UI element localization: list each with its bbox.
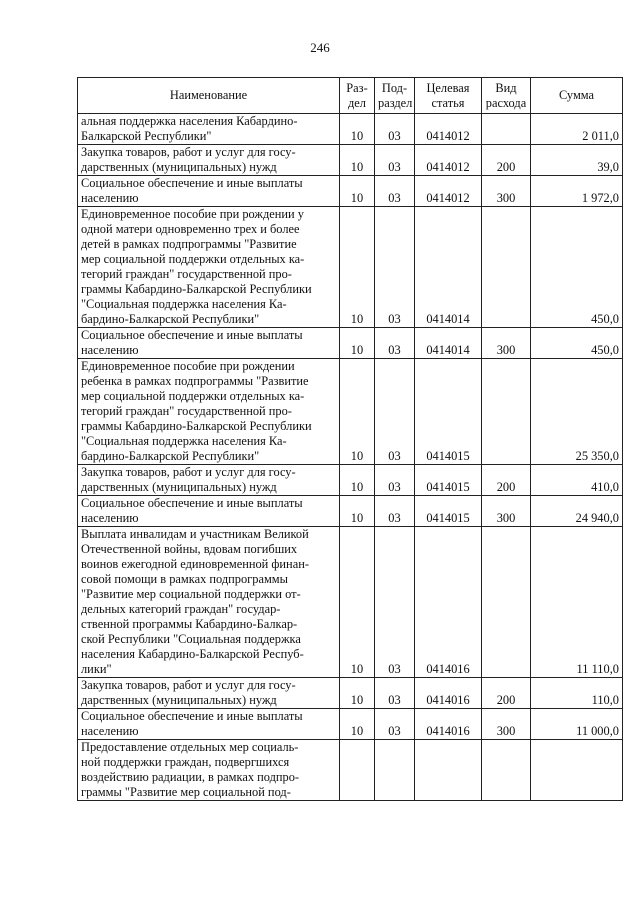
header-section-line1: Раз- [346,80,368,95]
table-row [78,176,623,207]
row-section: 10 [340,328,375,359]
table-row [78,114,623,145]
row-name [78,709,340,740]
row-target-article: 0414014 [415,207,482,328]
row-expense-type: 300 [482,709,531,740]
row-name-line: Социальное обеспечение и иные выплаты [81,709,303,723]
row-sum: 450,0 [531,207,623,328]
header-target-article [415,78,482,114]
header-section [340,78,375,114]
row-subsection [375,740,415,801]
row-subsection: 03 [375,328,415,359]
row-name-line: бардино-Балкарской Республики" [81,312,260,326]
row-name-line: Предоставление отдельных мер социаль- [81,740,299,754]
row-name-line: ской Республики "Социальная поддержка [81,632,301,646]
row-target-article: 0414015 [415,496,482,527]
row-subsection: 03 [375,145,415,176]
row-name [78,207,340,328]
row-expense-type [482,207,531,328]
row-sum: 25 350,0 [531,359,623,465]
row-expense-type: 300 [482,496,531,527]
table-row [78,740,623,801]
row-subsection: 03 [375,465,415,496]
row-name-line: "Социальная поддержка населения Ка- [81,297,287,311]
row-sum: 110,0 [531,678,623,709]
header-subsection-line2: раздел [378,95,413,110]
row-name [78,740,340,801]
row-expense-type [482,527,531,678]
row-name-line: Социальное обеспечение и иные выплаты [81,496,303,510]
row-name-line: граммы Кабардино-Балкарской Республики [81,282,312,296]
row-name [78,465,340,496]
row-name-line: Единовременное пособие при рождении [81,359,295,373]
row-name-line: ственной программы Кабардино-Балкар- [81,617,298,631]
row-subsection: 03 [375,207,415,328]
row-expense-type: 300 [482,328,531,359]
row-name-line: тегорий граждан" государственной про- [81,404,292,418]
row-sum: 11 000,0 [531,709,623,740]
row-subsection: 03 [375,496,415,527]
row-section: 10 [340,527,375,678]
row-sum: 450,0 [531,328,623,359]
row-name-line: населению [81,724,139,738]
header-target-line1: Целевая [426,80,470,95]
row-section [340,740,375,801]
row-name-line: тегорий граждан" государственной про- [81,267,292,281]
row-name-line: населению [81,511,139,525]
row-name-line: ребенка в рамках подпрограммы "Развитие [81,374,309,388]
row-name-line: населению [81,191,139,205]
row-name-line: Закупка товаров, работ и услуг для госу- [81,678,296,692]
row-sum: 1 972,0 [531,176,623,207]
table-row [78,145,623,176]
row-name [78,328,340,359]
row-name-line: дарственных (муниципальных) нужд [81,480,277,494]
row-name-line: бардино-Балкарской Республики" [81,449,260,463]
row-name [78,527,340,678]
table-row [78,678,623,709]
budget-table [77,77,623,801]
row-target-article: 0414016 [415,678,482,709]
row-name-line: воинов ежегодной единовременной финан- [81,557,309,571]
row-name [78,496,340,527]
row-sum: 24 940,0 [531,496,623,527]
row-target-article: 0414014 [415,328,482,359]
row-name-line: совой помощи в рамках подпрограммы [81,572,288,586]
row-section: 10 [340,678,375,709]
row-name-line: дарственных (муниципальных) нужд [81,160,277,174]
row-name-line: Выплата инвалидам и участникам Великой [81,527,309,541]
row-section: 10 [340,207,375,328]
row-name-line: одной матери одновременно трех и более [81,222,300,236]
row-section: 10 [340,496,375,527]
header-subsection-line1: Под- [381,80,408,95]
row-target-article: 0414012 [415,176,482,207]
row-expense-type [482,114,531,145]
header-subsection [375,78,415,114]
table-row [78,465,623,496]
table-row [78,328,623,359]
header-type-line2: расхода [485,95,527,110]
row-expense-type [482,359,531,465]
row-name-line: Социальное обеспечение и иные выплаты [81,328,303,342]
row-name-line: Социальное обеспечение и иные выплаты [81,176,303,190]
row-subsection: 03 [375,176,415,207]
row-name-line: населению [81,343,139,357]
row-sum: 2 011,0 [531,114,623,145]
row-target-article: 0414016 [415,709,482,740]
row-name [78,145,340,176]
row-section: 10 [340,709,375,740]
table-header-row [78,78,623,114]
row-expense-type: 200 [482,465,531,496]
row-name-line: Отечественной войны, вдовам погибших [81,542,298,556]
row-name-line: альная поддержка населения Кабардино- [81,114,298,128]
row-name [78,678,340,709]
row-name-line: лики" [81,662,112,676]
row-target-article [415,740,482,801]
row-sum: 39,0 [531,145,623,176]
row-section: 10 [340,465,375,496]
row-name-line: Единовременное пособие при рождении у [81,207,304,221]
row-expense-type [482,740,531,801]
row-name-line: ной поддержки граждан, подвергшихся [81,755,290,769]
row-sum: 11 110,0 [531,527,623,678]
row-target-article: 0414012 [415,145,482,176]
row-name-line: населения Кабардино-Балкарской Респуб- [81,647,304,661]
header-section-line2: дел [348,95,366,110]
row-section: 10 [340,145,375,176]
page-number: 246 [310,40,330,55]
row-subsection: 03 [375,527,415,678]
row-expense-type: 200 [482,678,531,709]
row-expense-type: 300 [482,176,531,207]
row-subsection: 03 [375,709,415,740]
header-type-line1: Вид [495,80,517,95]
row-target-article: 0414012 [415,114,482,145]
row-name-line: дельных категорий граждан" государ- [81,602,281,616]
row-section: 10 [340,114,375,145]
row-subsection: 03 [375,114,415,145]
row-section: 10 [340,359,375,465]
row-name-line: воздействию радиации, в рамках подпро- [81,770,300,784]
row-name-line: Закупка товаров, работ и услуг для госу- [81,465,296,479]
row-target-article: 0414015 [415,465,482,496]
row-name-line: Закупка товаров, работ и услуг для госу- [81,145,296,159]
header-expense-type [482,78,531,114]
row-target-article: 0414016 [415,527,482,678]
row-sum: 410,0 [531,465,623,496]
row-name-line: граммы Кабардино-Балкарской Республики [81,419,312,433]
table-row [78,527,623,678]
row-name-line: "Социальная поддержка населения Ка- [81,434,287,448]
table-row [78,207,623,328]
row-name [78,114,340,145]
row-name-line: дарственных (муниципальных) нужд [81,693,277,707]
row-subsection: 03 [375,678,415,709]
row-sum [531,740,623,801]
row-target-article: 0414015 [415,359,482,465]
row-name-line: Балкарской Республики" [81,129,212,143]
row-subsection: 03 [375,359,415,465]
row-name-line: граммы "Развитие мер социальной под- [81,785,291,799]
row-name-line: "Развитие мер социальной поддержки от- [81,587,301,601]
row-name [78,176,340,207]
table-row [78,709,623,740]
header-name: Наименование [78,78,340,114]
row-name-line: мер социальной поддержки отдельных ка- [81,252,305,266]
row-section: 10 [340,176,375,207]
row-name-line: детей в рамках подпрограммы "Развитие [81,237,297,251]
header-target-line2: статья [431,95,465,110]
header-sum: Сумма [531,78,623,114]
row-name-line: мер социальной поддержки отдельных ка- [81,389,305,403]
table-row [78,496,623,527]
row-name [78,359,340,465]
row-expense-type: 200 [482,145,531,176]
table-row [78,359,623,465]
